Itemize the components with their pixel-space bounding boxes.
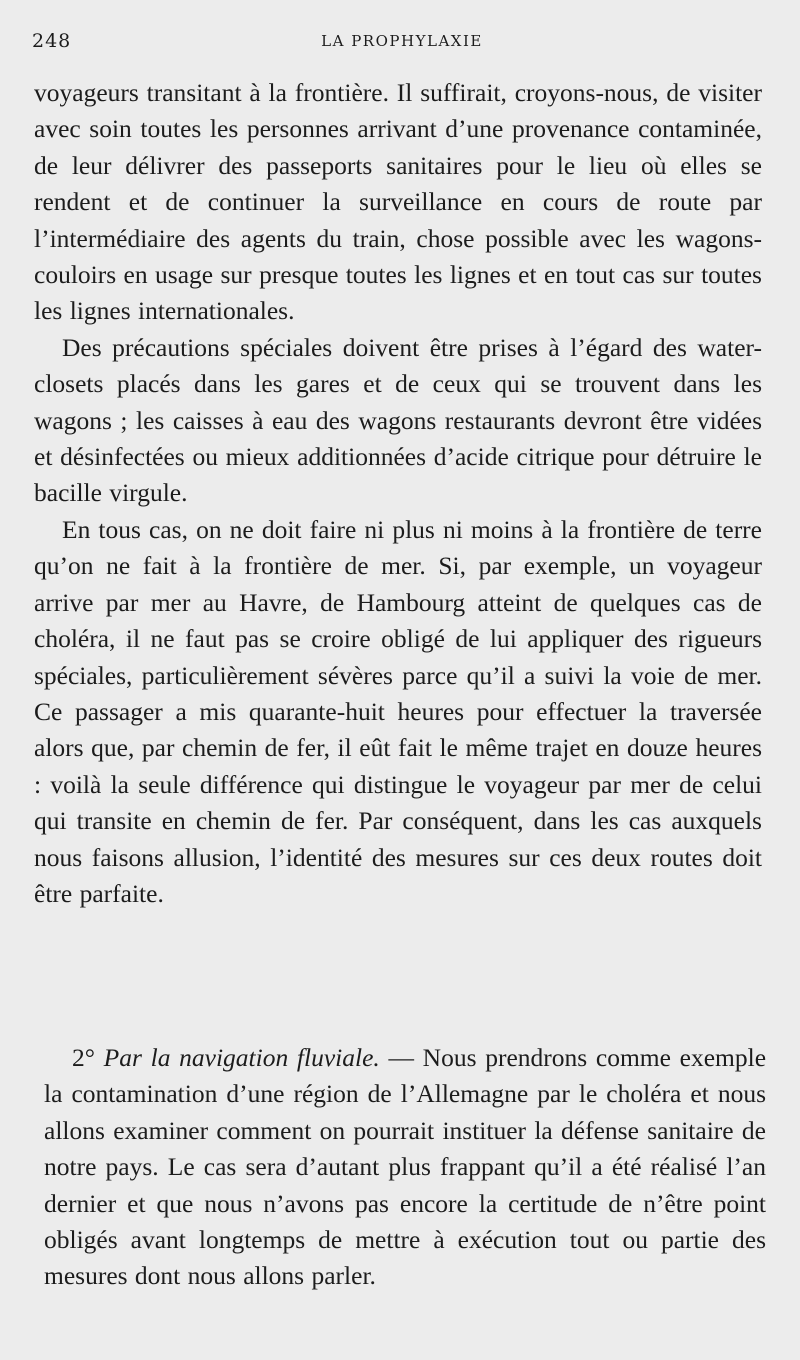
page-number: 248: [32, 30, 72, 52]
section-paragraph: [44, 1040, 766, 1295]
section-text: Nous prendrons comme exemple la contamination d’une région de l’Allemagne par le choléra et nous allons examiner comment on pourrait instituer la défense sanitaire de notre pays. Le cas sera d’autant plus frappant qu’il a été réalisé l’an dernier et que nous n’avons pas encore la certitude de n’être point obligés avant longtemps de mettre à exécution tout ou partie des mesures dont nous allons parler.: [44, 1043, 767, 1291]
section-title: Par la navigation fluviale.: [103, 1043, 380, 1072]
main-text-block: [34, 75, 762, 912]
section-number: 2°: [72, 1043, 95, 1072]
paragraph-continued: voyageurs transitant à la frontière. Il suffirait, croyons-nous, de visiter avec soin toutes les personnes arrivant d’une provenance contaminée, de leur délivrer des passeports sanitaires pour le lieu où elles se rendent et de continuer la surveillance en cours de route par l’intermédiaire des agents du train, chose possible avec les wagons-couloirs en usage sur presque toutes les lignes et en tout cas sur toutes les lignes internationales.: [34, 78, 762, 326]
running-title: LA PROPHYLAXIE: [321, 32, 483, 50]
section-block: [44, 1040, 766, 1295]
paragraph: Des précautions spéciales doivent être prises à l’égard des water-closets placés dans les gares et de ceux qui se trouvent dans les wagons ; les caisses à eau des wagons restaurants devront être vidées et désinfectées ou mieux additionnées d’acide citrique pour détruire le bacille virgule.: [34, 332, 762, 508]
paragraph: En tous cas, on ne doit faire ni plus ni moins à la frontière de terre qu’on ne fait à la frontière de mer. Si, par exemple, un voyageur arrive par mer au Havre, de Hambourg atteint de quelques cas de choléra, il ne faut pas se croire obligé de lui appliquer des rigueurs spéciales, particulièrement sévères parce qu’il a suivi la voie de mer. Ce passager a mis quarante-huit heures pour effectuer la traversée alors que, par chemin de fer, il eût fait le même trajet en douze heures : voilà la seule différence qui distingue le voyageur par mer de celui qui transite en chemin de fer. Par conséquent, dans les cas auxquels nous faisons allusion, l’identité des mesures sur ces deux routes doit être parfaite.: [34, 514, 762, 908]
section-dash: —: [379, 1043, 423, 1072]
page-header: [32, 30, 772, 60]
